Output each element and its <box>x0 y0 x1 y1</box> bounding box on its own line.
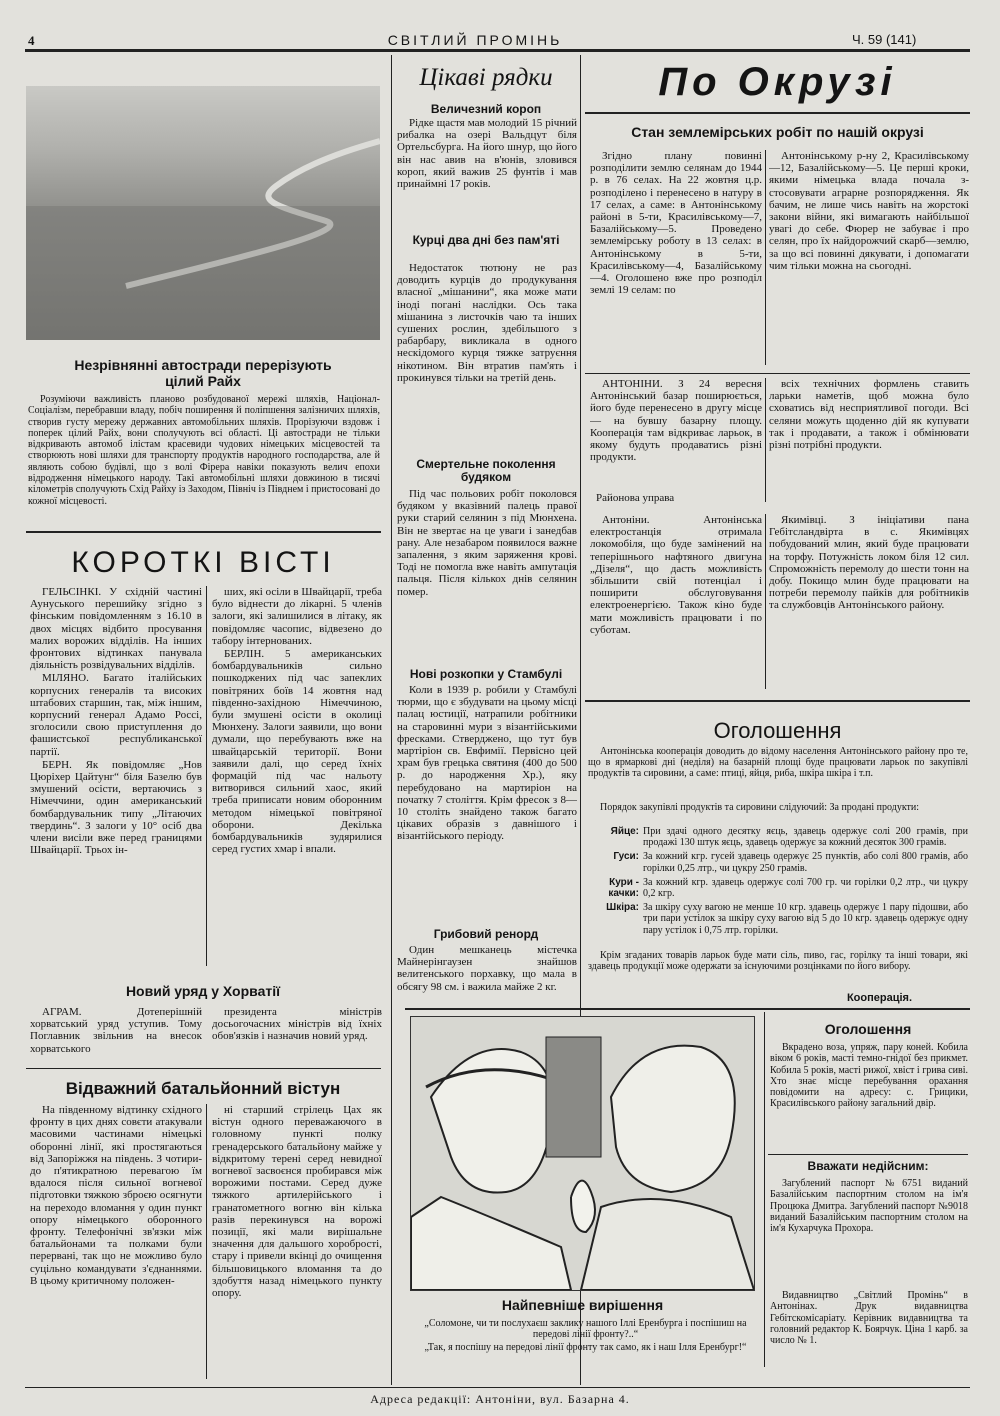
cartoon-title: Найпевніше вирішення <box>501 1297 664 1313</box>
item-label: Шкіра: <box>606 902 639 914</box>
okruzi-title: По Окрузі <box>658 60 897 104</box>
photo-article-text: Розуміючи важливість планово розбудованої мережі шляхів, Націонал-Соціалізм, перебравши владу, побіч поширення й поліпшення залізничих шляхів, створив густу мережу державних автомобільних шляхів. Прорізуючи вздовж і поперек цілий Райх, вони сполучують всі області. Ці автостради не тільки відкривають автомоб ілістам красевиди чудових німецьких місцевостей та створюють нові шляхи для транспорту продуктів народного господарства, але й являють собою будівлі, що з волі Фірера навіки показують велич епохи відродження німецького народу. Такі автомобільні шляхи довжиною в тисячі кілометрів сполучують Схід Райху із Заходом, Північ із Півднем і пристосовані до кожної місцевості. <box>28 394 380 507</box>
mushroom-text: Один мешканець містечка Майнерінгаузен знайшов велитенського порхавку, що мала в обсягу 98 см. і важила майже 2 кг. <box>397 944 577 993</box>
ant1-divider <box>765 378 766 502</box>
okruzi-title-rule <box>585 112 970 114</box>
korotki-col2: ших, які осіли в Швайцарії, треба було віднести до лікарні. 5 членів залоги, які залишилися в літаку, як повідомляє часопис, відвезено до табору інтернованих. БЕРЛІН. 5 американських бомбардувальників сильно пошкоджених під час запеклих повітряних боїв 14 жовтня над південно-західною Німеччиною, були змушені осісти в околиці Мюнхену. Залоги заявили, що вони думали, що перебувають вже на швайцарській території. Вони заявили далі, що серед їхніх формацій під час нальоту витворився сильний хаос, який треба приписати новим оборонним методом німецької повітряної оборони. Декілька бомбардувальників зудярилися серед густих хмар і впали. <box>212 586 382 856</box>
carp-text: Рідке щастя мав молодий 15 річний рибалка на озері Вальдцут біля Ортельсбурга. На його шнур, що його він нас авив на в'юнів, зловився короп, який важив 25 фунтів і мав принаймні 17 років. <box>397 117 577 191</box>
rule-ant1 <box>585 373 970 374</box>
istanbul-text: Коли в 1939 р. робили у Стамбулі тюрми, що є збудувати на цьому місці палац юстиції, натрапили робітники на старовинні мури з візантійськими фресками. Стверджено, що тут був мартіріон св. Евфимії. Первісно цей храм був грецька святиня (400 до 500 р. до народження Хр.), яку перебудовано на мартиріон на початку 7 століття. Крім фресок з 8—10 століть знайдено також багато цікавих образів з давнішого і візантійського періоду. <box>397 684 577 843</box>
tsikavi-title: Цікаві рядки <box>419 64 553 91</box>
ant2-divider <box>765 514 766 689</box>
road-illustration <box>26 86 380 340</box>
ant1-sign: Районова управа <box>596 492 675 504</box>
thistle-title: Смертельне поколення будяком <box>416 457 556 484</box>
istanbul-title: Нові розкопки у Стамбулі <box>409 667 563 681</box>
batalion-title: Відважний батальйонний вістун <box>65 1079 341 1098</box>
smokers-text: Недостаток тютюну не раз доводить курців до продукування власної „мішанини“, яка може мати іноді погані наслідки. Ось така мішанина з листочків чаю та інших сушених рослин, здебільшого з рабарбару, викликала в одного нескідомого курця тяжке затруєння нікотином. Він втратив пам'ять і прокинувся тільки на третій день. <box>397 262 577 384</box>
header-rule <box>25 49 970 52</box>
batalion-divider <box>206 1104 207 1379</box>
croatia-title: Новий уряд у Хорватії <box>125 983 281 999</box>
col-rule-1 <box>391 55 392 1385</box>
ogol-intro: Антонінська кооперація доводить до відому населення Антонінського району про те, що в ярмаркові дні (неділя) на базарній площі буде працювати ларьок по закупівлі продуктів та сировини, а саме: птиці, яйця, риба, шкіра шкіра і т.п. <box>588 746 968 780</box>
item-label: Кури - качки: <box>608 876 639 900</box>
croatia-col2: президента міністрів досьогочасних міністрів від їхніх обов'язків і назначив новий уряд. <box>212 1006 382 1043</box>
korotki-col1: ГЕЛЬСІНКІ. У східній частині Аунуського перешийку згідно з фінським повідомленням з 16.10 в двох місцях відбито просування малих ворожих відділів. На інших фронтових відтинках панувала діяльність розвідувальних відділів. МІЛЯНО. Багато італійських корпусних генералів та високих штабових старшин, так, між іншим, корпусний генерал Адамо Россі, зголосили свою приступлення до фашистської республиканської партії. БЕРН. Як повідомляє „Нов Цюріхер Цайтунг“ біля Базелю був змушений осісти, вертаючись з Німеччини, один американський бомбардувальник типу „Літаючих твердинь“. З залоги у 10° осіб два члени висіли вже перед границями Швайцарії. Трьох ін- <box>30 586 202 857</box>
issue-number: Ч. 59 (141) <box>852 32 917 47</box>
rule-croatia <box>26 1068 381 1069</box>
thistle-text: Під час польових робіт поколовся будяком у вказівний палець правої руки старий селянин з під Мюнхена. Він не звертає на це уваги і занедбав рану. Але незабаром появилося важне запалення, з яким заряження крові. Тоді не помогла вже навіть ампутація пальця. Після кількох днів селянин помер. <box>397 488 577 598</box>
rule-vazhaty <box>768 1154 968 1155</box>
stan-divider <box>765 150 766 365</box>
ant1-col1: АНТОНІНИ. З 24 вересня Антонінський базар поширюється, його буде перенесено в другу місце — на бувшу базарну площу. Кооперація там відкриває ларьок, в якому будуть продаватись різні продукти. <box>590 378 762 464</box>
autobahn-photo <box>26 86 380 340</box>
ogol-sign: Кооперація. <box>846 992 912 1004</box>
korotki-divider <box>206 586 207 966</box>
page-number: 4 <box>28 33 35 48</box>
vazhaty-title: Вважати недійсним: <box>807 1159 929 1173</box>
yank-text: Якимівці. З ініціативи пана Гебітсландвірта в с. Якимівцях побудований млин, який буде працювати на торфу. Потужність локом біля 12 сил. Спроможність перемолу до шести тонн на добу. Покищо млин буде працювати на потреби перемолу пайків для робітників та службовців Антонінського району. <box>769 514 969 612</box>
mushroom-title: Грибовий ренорд <box>433 927 539 941</box>
rule-photo <box>26 531 381 533</box>
ogol-note: Крім згаданих товарів ларьок буде мати сіль, пиво, гас, горілку та інші товари, які здавець продукції може одержати за існуючими розцінками по його вибору. <box>588 950 968 973</box>
croatia-col1: АГРАМ. Дотеперішній хорватський уряд уступив. Тому Поглавник звільнив на внесок хорватського <box>30 1006 202 1055</box>
photo-article-title-2: цілий Райх <box>165 373 241 389</box>
ogol-items <box>588 826 968 952</box>
cartoon-caption-2: „Так, я поспішу на передові лінії фронту так само, як і наш Ілля Еренбург!“ <box>424 1342 747 1353</box>
item-text: За кожний кгр. здавець одержує солі 700 гр. чи горілки 0,2 лтр., чи цукру 0,2 кгр. <box>643 876 968 900</box>
rule-ogol <box>585 700 970 702</box>
photo-article-title-1: Незрівнянні автостради перерізують <box>74 357 332 373</box>
publisher-text: Видавництво „Світлий Промінь“ в Антонінах. Друк видавництва Гебітскомісаріату. Керівник видавництва та головний редактор К. Боярчук. Ціна 1 карб. за число № 1. <box>770 1290 968 1347</box>
batalion-col1: На південному відтинку східного фронту в цих днях совєти атакували масовими частинами німецькі оборонні лінії, які простягаються від Запоріжжя на південь. З чотири-до п'ятикратною перевагою їм вдалося після сильної вогневої підготовки тяжкою зброєю осягнути на переходо вломання у один пункт опору німецького оборонного фронту. Телефонічні зв'язки між батальйонами та полками були перервані, так що не можливо було суцільно командувати з'єднаннями. В цьому критичному положен- <box>30 1104 202 1287</box>
small-col-rule <box>764 1012 765 1367</box>
carp-title: Величезний короп <box>430 102 542 116</box>
item-label: Гуси: <box>613 851 639 863</box>
masthead: СВІТЛИЙ ПРОМІНЬ <box>387 32 563 48</box>
item-text: За шкіру суху вагою не менше 10 кгр. здавець одержує 1 пару підошви, або три пари устілок за шкіру суху вагою від 5 до 10 кгр. здавець одержує одну пару устілок і 0,75 лтр. горілки. <box>643 902 968 936</box>
item-text: При здачі одного десятку яєць, здавець одержує солі 200 грамів, при продажі 130 штук яєць, здавець одержує за кожний десяток 300 грамів. <box>643 826 968 849</box>
ant1-col2: всіх технічних формлень ставить ларьки наметів, щоб можна було сховатись від несприятливої погоди. Всі селяни можуть щоденно дій як купувати так і продавати, а також і обмінювати різні потрібні продукти. <box>769 378 969 452</box>
stan-col1: Згідно плану повинні розподілити землю селянам до 1944 р. в 76 селах. На 22 жовтня ц.р. розподілено і перенесено в натуру в 17 селах, а саме: в Антонінському районі в 5-ти, Красилівському—7, Базалійському—5. Проведено землемірську роботу в 13 селах: в Антонінському в 5-ти, Красилівському—4, Базалійському—4. Оголошено вже про розподіл землі 19 селам: по <box>590 150 762 297</box>
ogol-main-title: Оголошення <box>713 718 842 743</box>
cartoon-illustration <box>411 1017 754 1290</box>
stan-col2: Антонінському р-ну 2, Красилівському—12, Базалійському—5. Це перші кроки, якими німецька влада почала з-стосовувати аграрне розпорядження. Як бачим, не лише чись навіть на жорстокі закони війни, які вимагають найбільшої увагі до себе. Фюрер не забуває і про селян, про їх найдорожчий скарб—землю, за що всі повинні дякувати, і допомагати чим тільки можна на сьогодні. <box>769 150 969 272</box>
cartoon-frame <box>410 1016 755 1291</box>
item-text: За кожний кгр. гусей здавець одержує 25 пунктів, або солі 800 грамів, або горілки 0,25 лтр., чи цукру 250 грамів. <box>643 851 968 874</box>
footer-address: Адреса редакції: Антоніни, вул. Базарна 4. <box>370 1392 630 1406</box>
ogol-small-title: Оголошення <box>824 1021 912 1037</box>
ogol-order: Порядок закупівлі продуктів та сировини слідуючий: За продані продукти: <box>600 802 920 813</box>
stan-title: Стан землемірських робіт по нашій окрузі <box>631 124 924 140</box>
smokers-title: Курці два дні без пам'яті <box>412 233 560 247</box>
ant2-col1: Антоніни. Антонінська електростанція отримала локомобіля, що буде замінений на теперішнього нафтяного двигуна „Дізеля“, що дасть можливість збільшити свій потенціал і поширити обслуговування електроенергією. Також кіно буде мати можливість працювати і по суботам. <box>590 514 762 636</box>
korotki-title: КОРОТКІ ВІСТІ <box>71 546 335 579</box>
footer-rule <box>25 1387 970 1388</box>
rule-after-ogol <box>405 1008 970 1010</box>
item-label: Яйце: <box>610 826 639 837</box>
vazhaty-text: Загублений паспорт №6751 виданий Базалійським паспортним столом на ім'я Процюка Дмитра. Загублений паспорт №9018 виданий Базалійським паспортним столом на ім'я Кухарчука Прохора. <box>770 1178 968 1235</box>
ogol-small-text: Вкрадено воза, упряж, пару коней. Кобила віком 6 років, масті темно-гнідої без прикмет. Кобила 5 років, масті рижої, хвіст і грива сиві. Хто знає місце перебування орахання повідомити на адресу: с. Грицики, Красилівського району загальний двір. <box>770 1042 968 1110</box>
cartoon-caption-1: „Соломоне, чи ти послухаєш заклику нашого Іллі Еренбурга і поспішиш на передові лінії фронту?..“ <box>424 1318 747 1340</box>
batalion-col2: ні старший стрілець Цах як вістун одного переважаючого в головному пункті полку гренадерського батальйону майже у відкритому терені серед невидної вогневої засвоєнся пробирався між ворожими постами. Серед дуже тяжкого артилерійського і гранатометного вогню він кілька разів перекинувся на ворожі позиції, які мали вирішальне значення для дальшого хоробрості, стару і привели вкінці до очищення більшовицького вломання та до здобуття назад німецького пункту опору. <box>212 1104 382 1300</box>
